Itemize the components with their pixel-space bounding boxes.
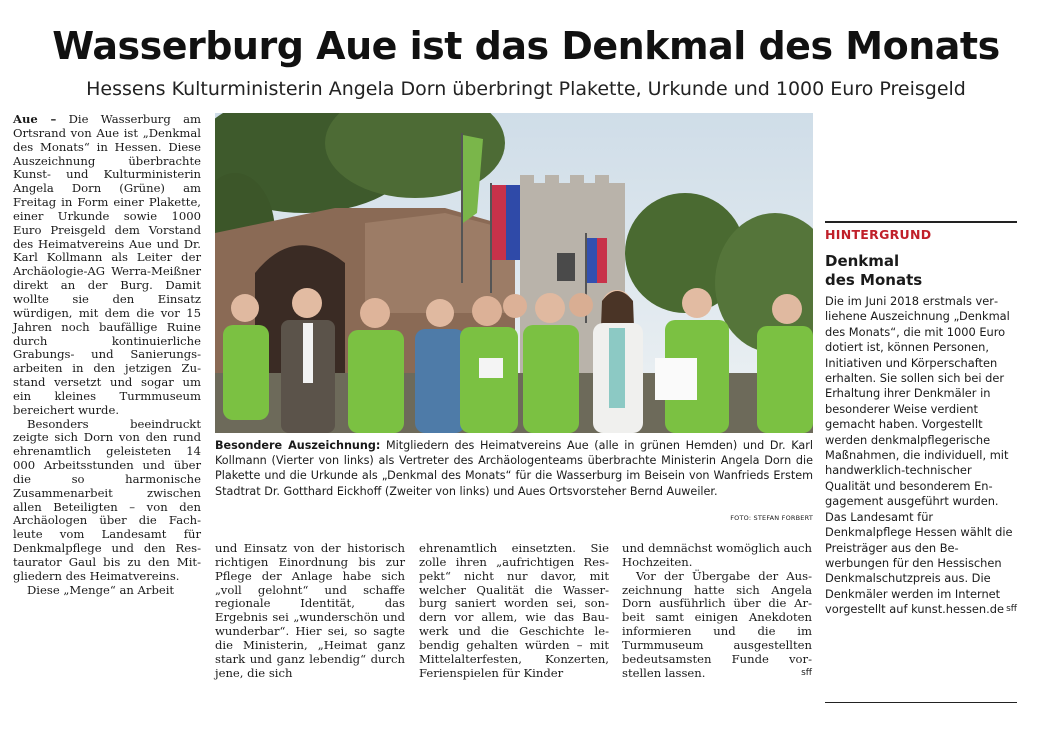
sidebar-text: Die im Juni 2018 erstmals verliehene Auszeichnung „Denkmal des Monats“, die mit 1000 Euro dotiert ist, können Personen, Initiativen und Körperschaften erhalten. Sie sollen sich bei der Erhaltung ihrer Denkmäler in besonderer Weise verdient gemacht haben. Vorgestellt werden denkmalpflegerische Maßnahmen, die individuell, mit handwerklich-technischer Qualität und besonderem Engagement ausgeführt wurden. Das Landesamt für Denkmalpflege Hessen wählt die Preisträger aus den Bewerbungen für den Hessischen Denkmalschutzpreis aus. Die Denkmäler werden im Internet vorgestellt auf kunst.hessen.de <box>825 294 1013 617</box>
caption-text: Mitgliedern des Heimatvereins Aue (alle in grünen Hemden) und Dr. Karl Kollmann (Vierter von links) als Vertreter des Archäologenteams überbrachte Ministerin Angela Dorn die Plakette und die Urkunde als „Denkmal des Monats“ für die Wasserburg im Beisein von Wanfrieds Erstem Stadtrat Dr. Gotthard Eickhoff (Zweiter von links) und Aues Ortsvorsteher Bernd Auweiler. <box>215 439 813 498</box>
article-paragraph <box>622 570 812 681</box>
sidebar-bottom-rule <box>825 702 1017 703</box>
sidebar-title <box>825 252 1017 290</box>
dateline: Aue – <box>13 112 57 126</box>
article-column-4 <box>622 542 812 680</box>
article-column-1 <box>13 113 201 598</box>
article-text: Die Wasserburg am Ortsrand von Aue ist „Denkmal des Monats“ in Hessen. Diese Auszeichnung überbrachte Kunst- und Kulturministerin Angela Dorn (Grüne) am Freitag in Form einer Plakette, einer Urkunde sowie 1000 Euro Preisgeld dem Vorstand des Heimatvereins Aue und Dr. Karl Kollmann als Leiter der Archäologie-AG Werra-Meißner direkt an der Burg. Damit wollte sie den Einsatz würdigen, mit dem die vor 15 Jahren noch baufällige Ruine durch kontinuierliche Grabungs- und Sanierungsarbeiten in den jetzigen Zustand versetzt und sogar um ein kleines Turmmuseum bereichert wurde. <box>13 112 201 417</box>
article-column-3 <box>419 542 609 680</box>
article-paragraph: ehrenamtlich einsetzten. Sie zolle ihren „aufrichtigen Respekt“ nicht nur davor, mit welcher Qualität die Wasserburg saniert worden sei, sondern vor allem, wie das Bauwerk und die Geschichte lebendig gehalten würden – mit Mittelalterfesten, Konzerten, Ferienspielen für Kinder <box>419 541 609 680</box>
sidebar-title-line: Denkmal <box>825 252 900 270</box>
article-paragraph: und demnächst womöglich auch Hochzeiten. <box>622 541 812 569</box>
article-paragraph: Besonders beeindruckt zeigte sich Dorn von den rund ehrenamtlich geleisteten 14 000 Arbeitsstunden und über die so harmonische Zusammenarbeit zwischen allen Beteiligten – von den Archäologen über die Fachleute vom Landesamt für Denkmalpflege und den Restaurator Gaul bis zu den Mitgliedern des Heimatvereins. <box>13 416 201 583</box>
photo-credit: FOTO: STEFAN FORBERT <box>730 514 813 522</box>
photo-caption <box>215 438 813 499</box>
sidebar-title-line: des Monats <box>825 271 923 289</box>
sidebar-top-rule <box>825 221 1017 223</box>
sidebar-body <box>825 294 1017 618</box>
article-paragraph <box>13 113 201 418</box>
article-paragraph: Diese „Menge“ an Arbeit <box>27 582 175 597</box>
group-photo-illustration <box>215 113 813 433</box>
article-text: Vor der Übergabe der Auszeichnung hatte sich Angela Dorn ausführlich über die Arbeit samt einigen Anekdoten informieren und die im Turmmuseum ausgestellten bedeutsamsten Funde vorstellen lassen. <box>622 568 812 680</box>
subheadline: Hessens Kulturministerin Angela Dorn überbringt Plakette, Urkunde und 1000 Euro Preisgeld <box>86 78 966 100</box>
article-photo <box>215 113 813 433</box>
article-paragraph: und Einsatz von der historisch richtigen Einordnung bis zur Pflege der Anlage habe sich „voll gelohnt“ und schaffe regionale Identität, das Ergebnis sei „wunderschön und wunderbar“. Hier sei, so sagte die Ministerin, „Heimat ganz stark und ganz lebendig“ durch jene, die sich <box>215 541 405 680</box>
article-column-2 <box>215 542 405 680</box>
sidebar-signature: sff <box>1006 604 1017 615</box>
caption-lead: Besondere Auszeichnung: <box>215 439 381 452</box>
headline: Wasserburg Aue ist das Denkmal des Monats <box>52 24 1000 68</box>
sidebar-label: HINTERGRUND <box>825 227 932 242</box>
author-signature: sff <box>801 667 812 678</box>
sidebar-box <box>825 226 1017 618</box>
